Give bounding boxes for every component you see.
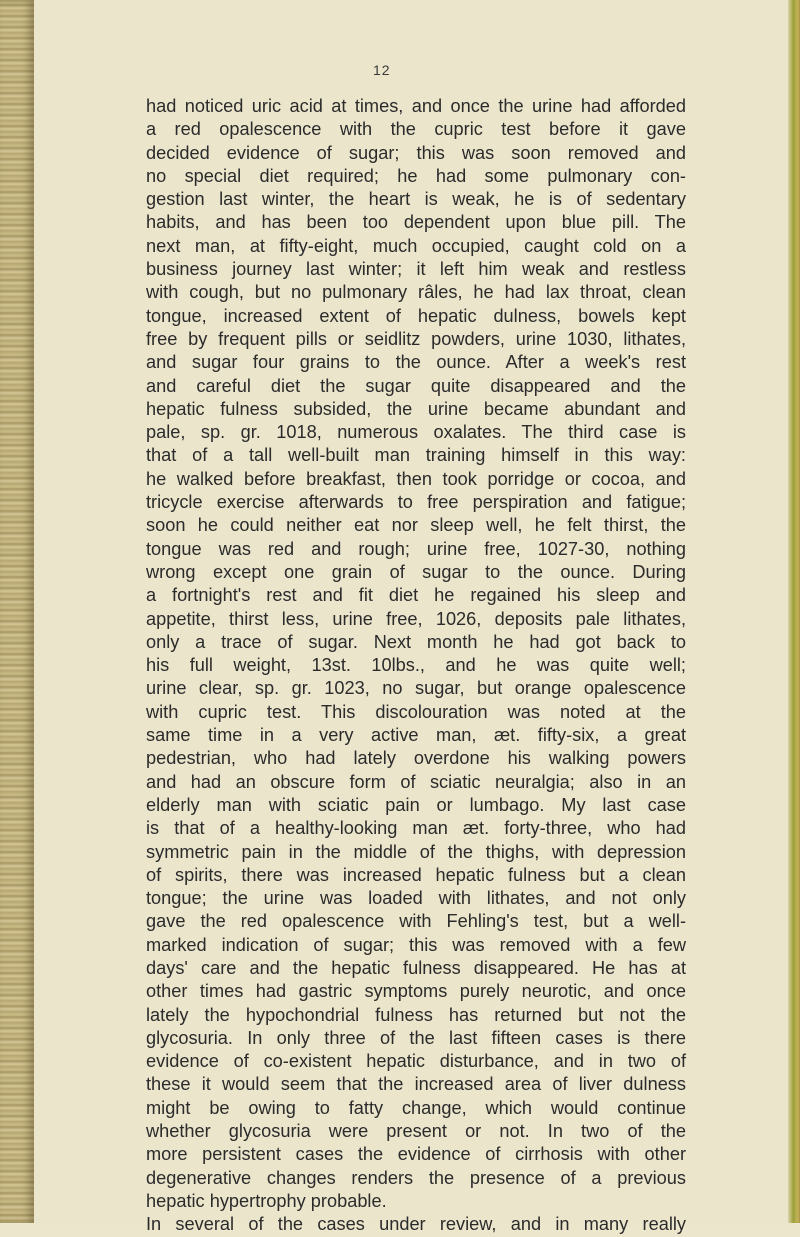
text-line: his full weight, 13st. 10lbs., and he was quite well;: [146, 655, 686, 676]
text-line: next man, at fifty-eight, much occupied, caught cold on a: [146, 235, 686, 256]
text-line: pedestrian, who had lately overdone his walking powers: [146, 748, 686, 769]
text-line: no special diet required; he had some pulmonary con-: [146, 165, 686, 186]
text-line: more persistent cases the evidence of cirrhosis with other: [146, 1144, 686, 1165]
text-line: decided evidence of sugar; this was soon removed and: [146, 142, 686, 163]
text-line: with cupric test. This discolouration was noted at the: [146, 701, 686, 722]
text-line: might be owing to fatty change, which would continue: [146, 1097, 686, 1118]
text-line: gestion last winter, the heart is weak, he is of sedentary: [146, 189, 686, 210]
text-line: and careful diet the sugar quite disappeared and the: [146, 375, 686, 396]
text-line: of spirits, there was increased hepatic fulness but a clean: [146, 864, 686, 885]
text-line: evidence of co-existent hepatic disturbance, and in two of: [146, 1051, 686, 1072]
page-right-edge: [788, 0, 800, 1223]
text-line: is that of a healthy-looking man æt. forty-three, who had: [146, 818, 686, 839]
text-line: degenerative changes renders the presence of a previous: [146, 1167, 686, 1188]
text-line: and sugar four grains to the ounce. After a week's rest: [146, 352, 686, 373]
page-number: 12: [373, 62, 391, 78]
text-line: tongue; the urine was loaded with lithates, and not only: [146, 888, 686, 909]
text-line: In several of the cases under review, and in many really: [146, 1214, 686, 1235]
text-line: lately the hypochondrial fulness has returned but not the: [146, 1004, 686, 1025]
text-line: with cough, but no pulmonary râles, he had lax throat, clean: [146, 282, 686, 303]
text-line: and had an obscure form of sciatic neuralgia; also in an: [146, 771, 686, 792]
text-line: habits, and has been too dependent upon blue pill. The: [146, 212, 686, 233]
text-line: days' care and the hepatic fulness disappeared. He has at: [146, 957, 686, 978]
text-line: elderly man with sciatic pain or lumbago. My last case: [146, 794, 686, 815]
text-line: these it would seem that the increased area of liver dulness: [146, 1074, 686, 1095]
book-binding-edge: [0, 0, 34, 1223]
text-line: tricycle exercise afterwards to free perspiration and fatigue;: [146, 492, 686, 513]
text-line: that of a tall well-built man training himself in this way:: [146, 445, 686, 466]
text-line: glycosuria. In only three of the last fifteen cases is there: [146, 1027, 686, 1048]
text-line: symmetric pain in the middle of the thighs, with depression: [146, 841, 686, 862]
text-line: only a trace of sugar. Next month he had got back to: [146, 631, 686, 652]
text-line: wrong except one grain of sugar to the ounce. During: [146, 561, 686, 582]
text-line: gave the red opalescence with Fehling's test, but a well-: [146, 911, 686, 932]
text-line: pale, sp. gr. 1018, numerous oxalates. The third case is: [146, 422, 686, 443]
text-line: urine clear, sp. gr. 1023, no sugar, but orange opalescence: [146, 678, 686, 699]
text-line: marked indication of sugar; this was removed with a few: [146, 934, 686, 955]
text-line: tongue was red and rough; urine free, 1027-30, nothing: [146, 538, 686, 559]
text-line: same time in a very active man, æt. fifty-six, a great: [146, 725, 686, 746]
text-line: hepatic hypertrophy probable.: [146, 1190, 387, 1211]
text-line: hepatic fulness subsided, the urine became abundant and: [146, 398, 686, 419]
text-line: other times had gastric symptoms purely neurotic, and once: [146, 981, 686, 1002]
text-line: whether glycosuria were present or not. In two of the: [146, 1121, 686, 1142]
text-line: tongue, increased extent of hepatic dulness, bowels kept: [146, 305, 686, 326]
text-line: he walked before breakfast, then took porridge or cocoa, and: [146, 468, 686, 489]
text-line: soon he could neither eat nor sleep well, he felt thirst, the: [146, 515, 686, 536]
text-line: free by frequent pills or seidlitz powders, urine 1030, lithates,: [146, 328, 686, 349]
body-text: [146, 95, 686, 1237]
text-line: a red opalescence with the cupric test before it gave: [146, 119, 686, 140]
text-line: appetite, thirst less, urine free, 1026, deposits pale lithates,: [146, 608, 686, 629]
text-line: business journey last winter; it left him weak and restless: [146, 259, 686, 280]
text-line: a fortnight's rest and fit diet he regained his sleep and: [146, 585, 686, 606]
text-line: had noticed uric acid at times, and once the urine had afforded: [146, 96, 686, 116]
